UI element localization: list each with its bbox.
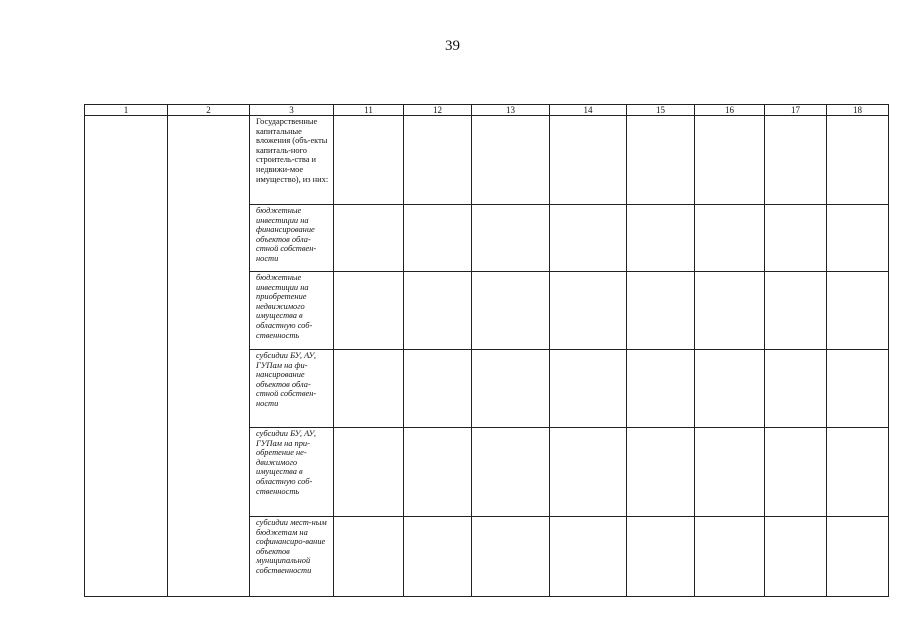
table-cell [827,517,889,597]
column-header: 2 [168,105,250,116]
table-cell-col2 [168,116,250,597]
column-header: 16 [695,105,765,116]
table-cell [550,428,627,517]
table-cell [765,205,827,272]
table-cell [472,205,550,272]
column-header: 1 [85,105,168,116]
table-cell [404,116,472,205]
table-cell [472,272,550,350]
data-table [84,104,889,597]
table-cell [550,517,627,597]
table-cell [627,428,695,517]
table-cell [765,517,827,597]
table-cell [695,428,765,517]
table-cell [627,116,695,205]
table-cell [765,350,827,428]
row-description: субсидии БУ, АУ, ГУПам на фи-нансирование объектов обла-стной собствен-ности [250,350,334,428]
table-cell [627,350,695,428]
row-description: бюджетные инвестиции на финансирование объектов обла-стной собствен-ности [250,205,334,272]
table-cell [334,350,404,428]
header-row [85,105,889,116]
table-cell [472,428,550,517]
table-cell [765,116,827,205]
row-description: Государственные капитальные вложения (объ-екты капиталь-ного строитель-ства и недвижи-мое имущество), из них: [250,116,334,205]
column-header: 14 [550,105,627,116]
table-cell [550,350,627,428]
table-cell [695,350,765,428]
table-cell [404,272,472,350]
table-cell [472,116,550,205]
table-cell [827,428,889,517]
row-description: субсидии мест-ным бюджетам на софинансиро-вание объектов муниципальной собственности [250,517,334,597]
table-cell [404,350,472,428]
table-cell [627,517,695,597]
column-header: 3 [250,105,334,116]
page-number: 39 [445,38,460,54]
table-cell [695,116,765,205]
table-cell [695,272,765,350]
table-cell [404,205,472,272]
table-cell [765,272,827,350]
table-cell [695,517,765,597]
table-cell [334,517,404,597]
table-cell [334,205,404,272]
table-cell [550,116,627,205]
column-header: 18 [827,105,889,116]
column-header: 12 [404,105,472,116]
table-cell [472,350,550,428]
row-description: бюджетные инвестиции на приобретение недвижимого имущества в областную соб-ственность [250,272,334,350]
table-cell [627,272,695,350]
table-cell [404,428,472,517]
table-cell [404,517,472,597]
table-cell [765,428,827,517]
table-cell [827,205,889,272]
table-cell [334,272,404,350]
table-cell [472,517,550,597]
row-description: субсидии БУ, АУ, ГУПам на при-обретение не-движимого имущества в областную соб-ственность [250,428,334,517]
table-cell [334,116,404,205]
table-cell [550,205,627,272]
table-cell [827,350,889,428]
table-cell [827,272,889,350]
column-header: 11 [334,105,404,116]
column-header: 15 [627,105,695,116]
table-cell [334,428,404,517]
table-cell-col1 [85,116,168,597]
table-row [85,116,889,205]
table-cell [827,116,889,205]
table-cell [695,205,765,272]
table-cell [550,272,627,350]
table-cell [627,205,695,272]
column-header: 13 [472,105,550,116]
column-header: 17 [765,105,827,116]
